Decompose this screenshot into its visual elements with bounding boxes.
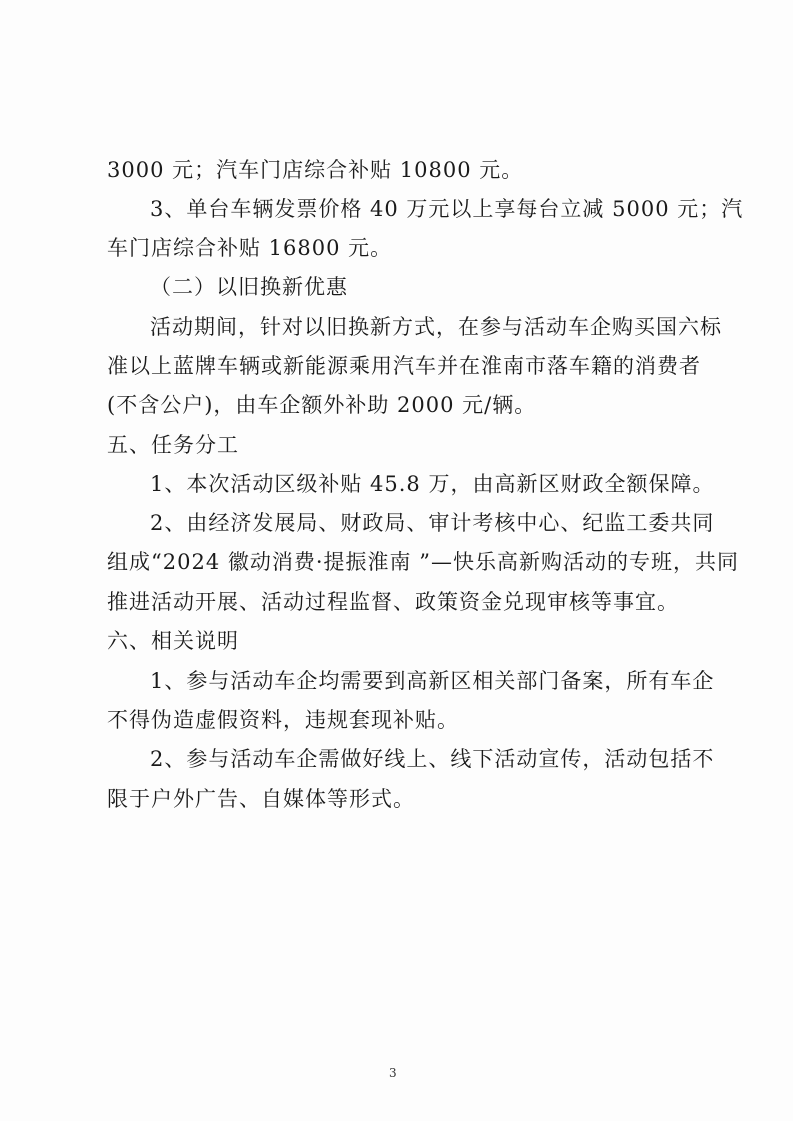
text-line-1: 3000 元；汽车门店综合补贴 10800 元。	[107, 158, 524, 182]
subheading-trade-in: （二）以旧换新优惠	[150, 275, 348, 299]
text-line-10: 2、由经济发展局、财政局、审计考核中心、纪监工委共同	[150, 511, 715, 535]
text-line-12: 推进活动开展、活动过程监督、政策资金兑现审核等事宜。	[107, 590, 679, 614]
text-line-15: 不得伪造虚假资料，违规套现补贴。	[107, 708, 459, 732]
text-line-17: 限于户外广告、自媒体等形式。	[107, 787, 415, 811]
text-line-5: 活动期间，针对以旧换新方式，在参与活动车企购买国六标	[150, 315, 722, 339]
section-heading-6: 六、相关说明	[107, 629, 239, 653]
text-line-9: 1、本次活动区级补贴 45.8 万，由高新区财政全额保障。	[150, 472, 715, 496]
text-line-7: (不含公户)，由车企额外补助 2000 元/辆。	[107, 393, 537, 417]
text-line-2: 3、单台车辆发票价格 40 万元以上享每台立减 5000 元；汽	[150, 197, 744, 221]
page-number: 3	[389, 1066, 397, 1080]
text-line-16: 2、参与活动车企需做好线上、线下活动宣传，活动包括不	[150, 747, 715, 771]
section-heading-5: 五、任务分工	[107, 433, 239, 457]
text-line-11: 组成“2024 徽动消费·提振淮南 ”—快乐高新购活动的专班，共同	[107, 550, 739, 574]
text-line-6: 准以上蓝牌车辆或新能源乘用汽车并在淮南市落车籍的消费者	[107, 354, 701, 378]
text-line-14: 1、参与活动车企均需要到高新区相关部门备案，所有车企	[150, 669, 715, 693]
text-line-3: 车门店综合补贴 16800 元。	[107, 236, 393, 260]
